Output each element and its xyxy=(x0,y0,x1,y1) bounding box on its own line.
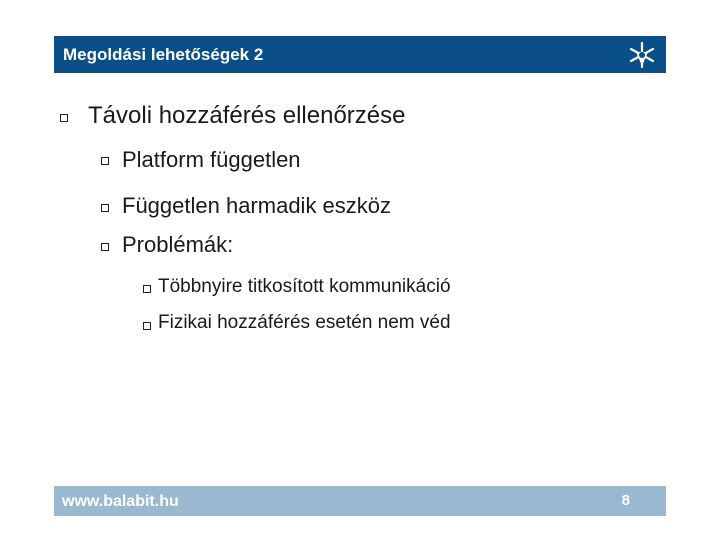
bullet-box-icon xyxy=(143,322,151,330)
bullet-level3-item: Fizikai hozzáférés esetén nem véd xyxy=(158,312,451,333)
bullet-level2-item: Problémák: xyxy=(122,232,234,257)
bullet-box-icon xyxy=(143,285,151,293)
balabit-star-logo-icon xyxy=(626,40,658,70)
bullet-box-icon xyxy=(101,243,109,251)
page-number: 8 xyxy=(621,492,630,509)
title-bar xyxy=(54,36,666,73)
bullet-level1: Távoli hozzáférés ellenőrzése xyxy=(88,102,406,129)
footer-url: www.balabit.hu xyxy=(62,493,179,510)
bullet-level2-item: Platform független xyxy=(122,147,301,172)
bullet-level3-item: Többnyire titkosított kommunikáció xyxy=(158,276,451,297)
slide-title: Megoldási lehetőségek 2 xyxy=(63,45,264,64)
bullet-box-icon xyxy=(101,204,109,212)
bullet-box-icon xyxy=(101,157,109,165)
bullet-box-icon xyxy=(60,114,68,122)
bullet-level2-item: Független harmadik eszköz xyxy=(122,193,392,218)
footer-bar xyxy=(54,486,666,516)
